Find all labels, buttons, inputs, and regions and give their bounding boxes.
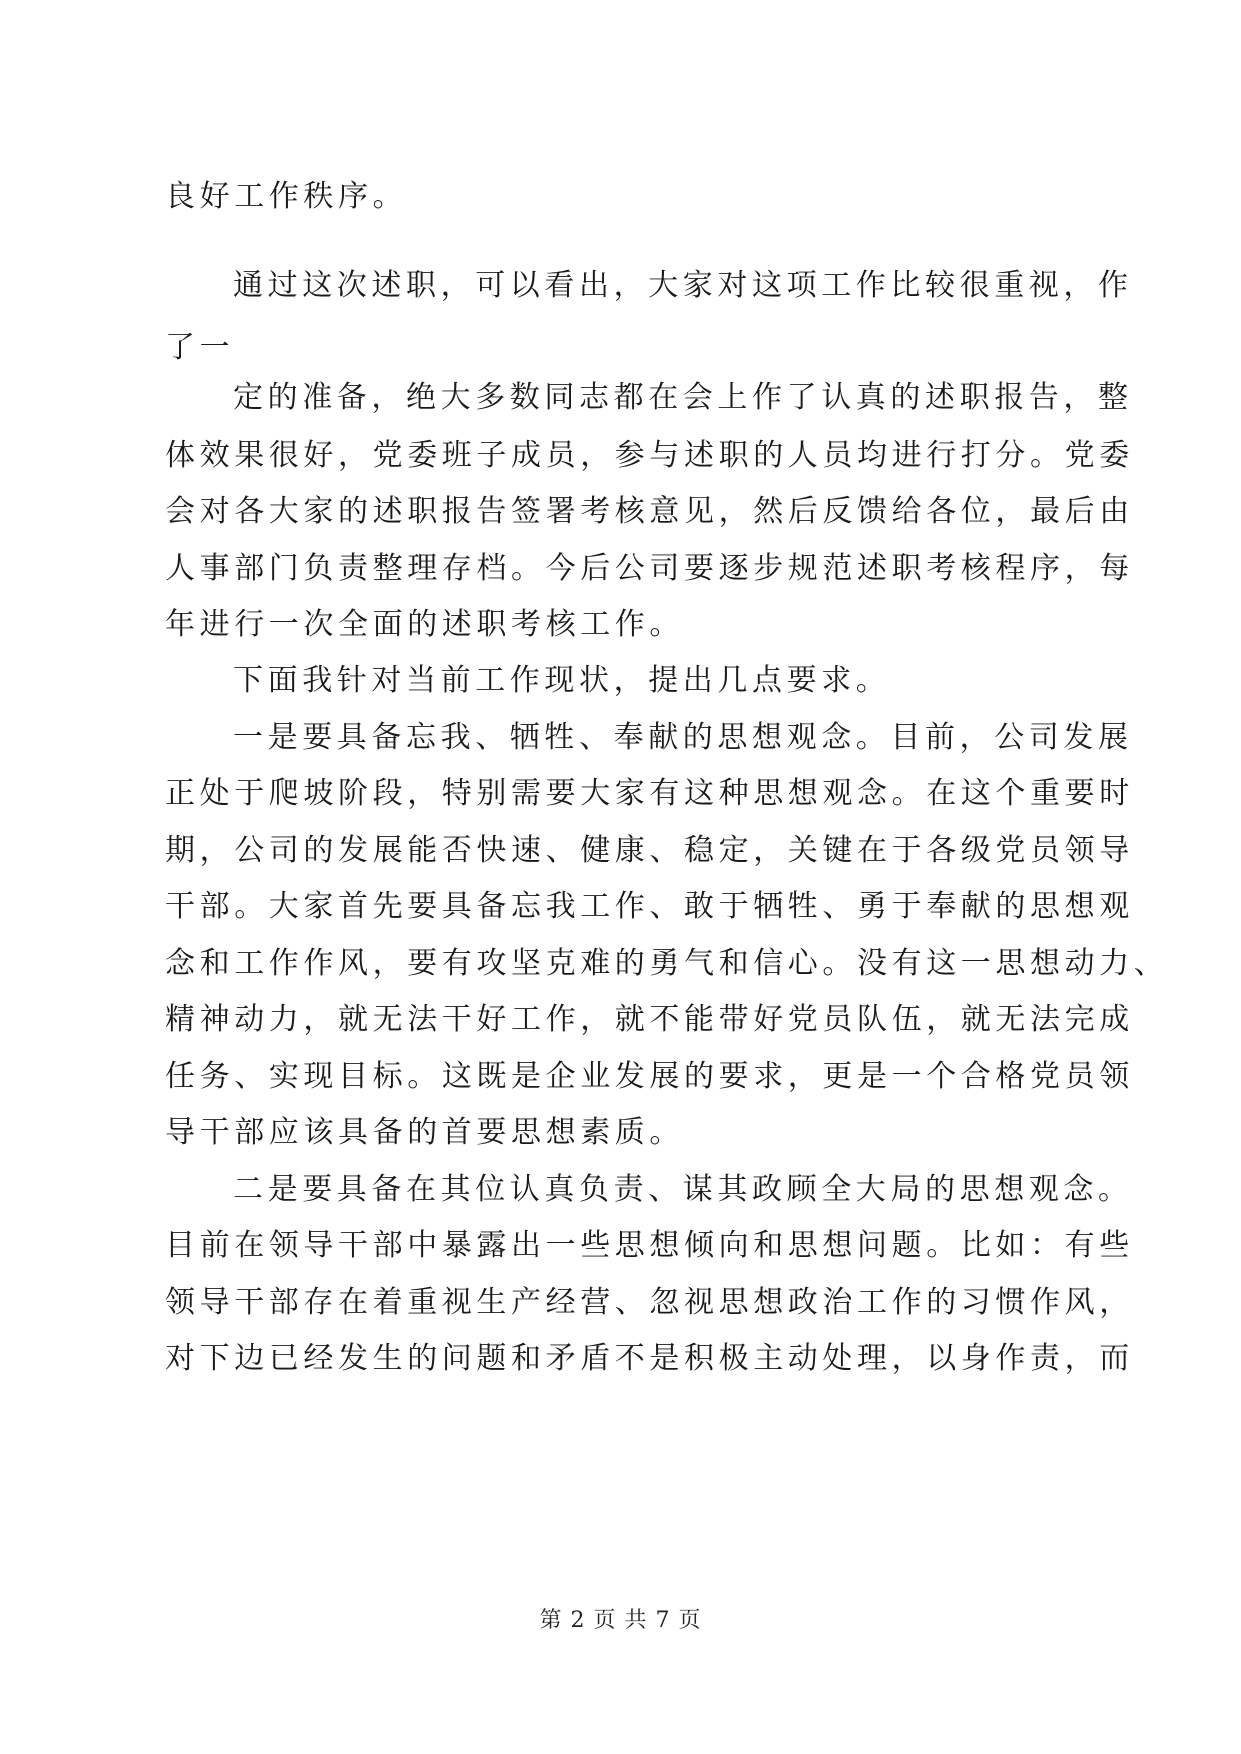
page-footer: 第 2 页 共 7 页 xyxy=(539,1608,702,1633)
text-line: 对下边已经发生的问题和矛盾不是积极主动处理，以身作责，而 xyxy=(165,1341,1134,1376)
text-line: 导干部应该具备的首要思想素质。 xyxy=(165,1115,684,1150)
text-line: 念和工作作风，要有攻坚克难的勇气和信心。没有这一思想动力、 xyxy=(165,946,1169,981)
text-line: 目前在领导干部中暴露出一些思想倾向和思想问题。比如：有些 xyxy=(165,1228,1134,1263)
text-line: 通过这次述职，可以看出，大家对这项工作比较很重视，作 xyxy=(233,268,1133,303)
text-line: 年进行一次全面的述职考核工作。 xyxy=(165,607,684,642)
text-line: 了一 xyxy=(165,330,235,365)
text-line: 二是要具备在其位认真负责、谋其政顾全大局的思想观念。 xyxy=(233,1172,1133,1207)
text-line: 任务、实现目标。这既是企业发展的要求，更是一个合格党员领 xyxy=(165,1059,1134,1094)
text-line: 领导干部存在着重视生产经营、忽视思想政治工作的习惯作风， xyxy=(165,1285,1134,1320)
text-line: 干部。大家首先要具备忘我工作、敢于牺牲、勇于奉献的思想观 xyxy=(165,889,1134,924)
text-line: 精神动力，就无法干好工作，就不能带好党员队伍，就无法完成 xyxy=(165,1002,1134,1037)
text-line: 定的准备，绝大多数同志都在会上作了认真的述职报告，整 xyxy=(233,380,1133,415)
text-line: 正处于爬坡阶段，特别需要大家有这种思想观念。在这个重要时 xyxy=(165,776,1134,811)
text-line: 下面我针对当前工作现状，提出几点要求。 xyxy=(233,663,891,698)
text-line: 良好工作秩序。 xyxy=(165,179,408,214)
text-line: 人事部门负责整理存档。今后公司要逐步规范述职考核程序，每 xyxy=(165,551,1134,586)
text-line: 体效果很好，党委班子成员，参与述职的人员均进行打分。党委 xyxy=(165,438,1134,473)
text-line: 一是要具备忘我、牺牲、奉献的思想观念。目前，公司发展 xyxy=(233,720,1133,755)
text-line: 会对各大家的述职报告签署考核意见，然后反馈给各位，最后由 xyxy=(165,494,1134,529)
text-line: 期，公司的发展能否快速、健康、稳定，关键在于各级党员领导 xyxy=(165,833,1134,868)
